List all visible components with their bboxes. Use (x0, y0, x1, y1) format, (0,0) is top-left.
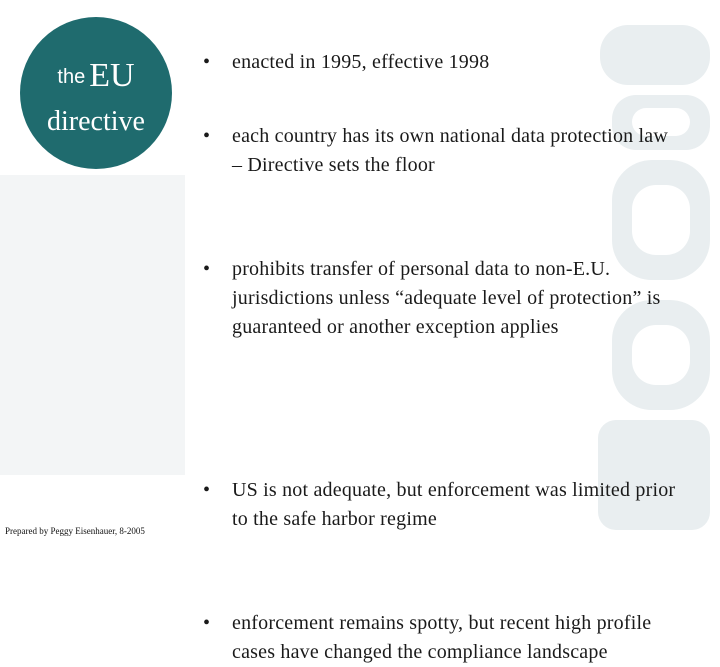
bullet-text: enforcement remains spotty, but recent high profile cases have changed the compliance landscape (232, 612, 652, 663)
bullet-item (203, 48, 683, 77)
section-badge (20, 17, 172, 169)
bullet-item (203, 122, 683, 180)
bullet-dot: • (203, 125, 211, 147)
badge-title-line (20, 57, 172, 101)
bullet-text: prohibits transfer of personal data to non-E.U. jurisdictions unless “adequate level of protection” is guaranteed or another exception applies (232, 258, 661, 338)
bullet-item (203, 609, 683, 667)
bullet-dot: • (203, 479, 211, 501)
bullet-text: enacted in 1995, effective 1998 (232, 51, 490, 73)
badge-large-word: EU (89, 57, 135, 94)
footer-credit: Prepared by Peggy Eisenhauer, 8-2005 (5, 526, 145, 536)
bullet-dot: • (203, 51, 211, 73)
badge-second-line: directive (47, 106, 145, 137)
bullet-dot: • (203, 612, 211, 634)
bullet-text: US is not adequate, but enforcement was limited prior to the safe harbor regime (232, 479, 676, 530)
bullet-item (203, 255, 683, 342)
bullet-list (203, 48, 683, 663)
bullet-dot: • (203, 258, 211, 280)
bullet-item (203, 476, 683, 534)
bullet-text: each country has its own national data protection law – Directive sets the floor (232, 125, 669, 176)
badge-small-word: the (57, 66, 86, 88)
watermark-left-band (0, 175, 185, 475)
